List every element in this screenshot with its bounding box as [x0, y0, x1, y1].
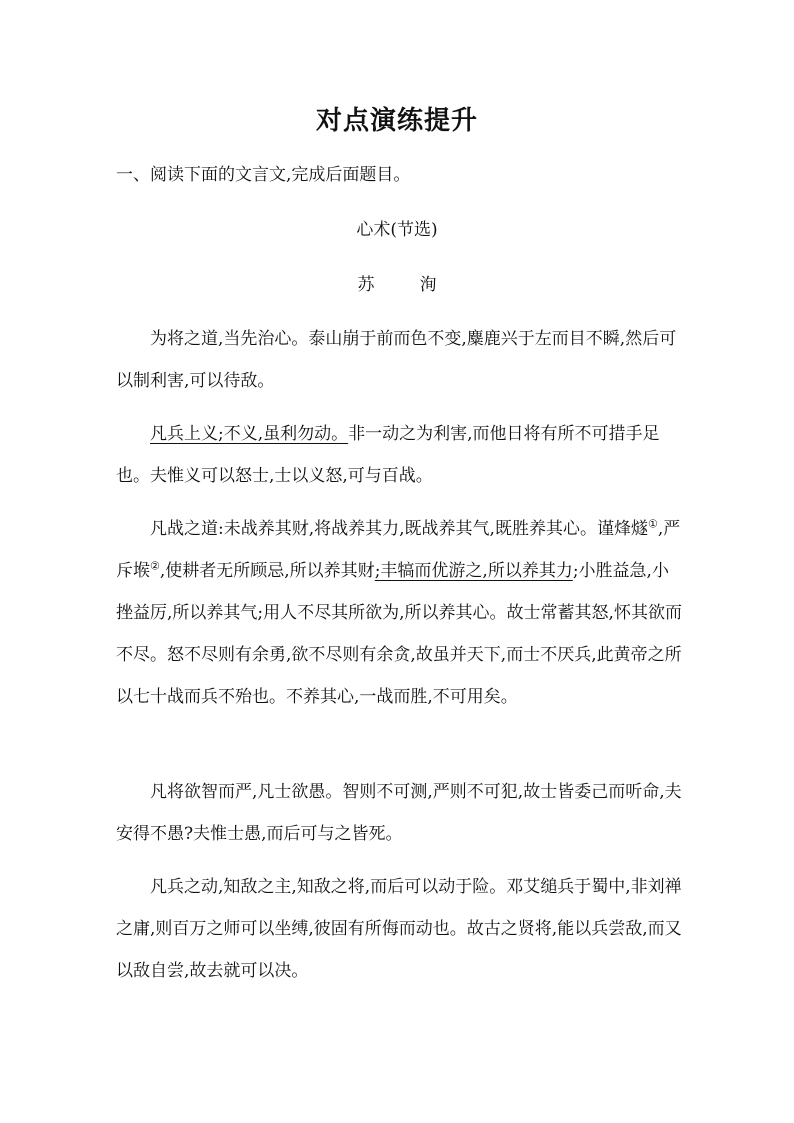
- article-title: 心术(节选): [356, 220, 438, 240]
- page-title: 对点演练提升: [315, 106, 478, 136]
- footnote-marker-2: ②: [150, 559, 160, 573]
- footnote-marker-1: ①: [647, 517, 658, 531]
- paragraph-3-text-a: 凡战之道:未战养其财,将战养其力,既战养其气,既胜养其心。谨烽燧: [150, 519, 648, 539]
- paragraph-3: [116, 508, 682, 718]
- paragraph-2: [116, 413, 682, 497]
- paragraph-5: 凡兵之动,知敌之主,知敌之将,而后可以动于险。邓艾缒兵于蜀中,非刘禅之庸,则百万之师可以坐缚,彼固有所侮而动也。故古之贤将,能以兵尝敌,而又以敌自尝,故去就可以决。: [116, 877, 682, 981]
- paragraph-4: 凡将欲智而严,凡士欲愚。智则不可测,严则不可犯,故士皆委己而听命,夫安得不愚?夫惟士愚,而后可与之皆死。: [116, 782, 682, 844]
- underlined-sentence-1: 凡兵上义;不义,虽利勿动。: [150, 424, 349, 444]
- paragraph-3-text-d: ;小胜益急,小挫益厉,所以养其气;用人不尽其所欲为,所以养其心。故士常蓄其怒,怀其欲而不尽。怒不尽则有余勇,欲不尽则有余贪,故虽并天下,而士不厌兵,此黄帝之所以七十战而兵不殆也。不养其心,一战而胜,不可用矣。: [116, 561, 682, 707]
- paragraph-3-text-b: ,严斥堠: [116, 519, 681, 581]
- question-instruction: 一、阅读下面的文言文,完成后面题目。: [116, 165, 411, 185]
- paragraph-1: 为将之道,当先治心。泰山崩于前而色不变,麋鹿兴于左而目不瞬,然后可以制利害,可以待敌。: [116, 329, 677, 391]
- paragraph-3-text-c: ,使耕者无所顾忌,所以养其财: [159, 561, 375, 581]
- underlined-sentence-2: ;丰犒而优游之,所以养其力: [374, 561, 573, 581]
- article-author: 苏 洵: [357, 275, 451, 295]
- paragraph-2-text: 非一动之为利害,而他日将有所不可措手足也。夫惟义可以怒士,士以义怒,可与百战。: [116, 424, 660, 486]
